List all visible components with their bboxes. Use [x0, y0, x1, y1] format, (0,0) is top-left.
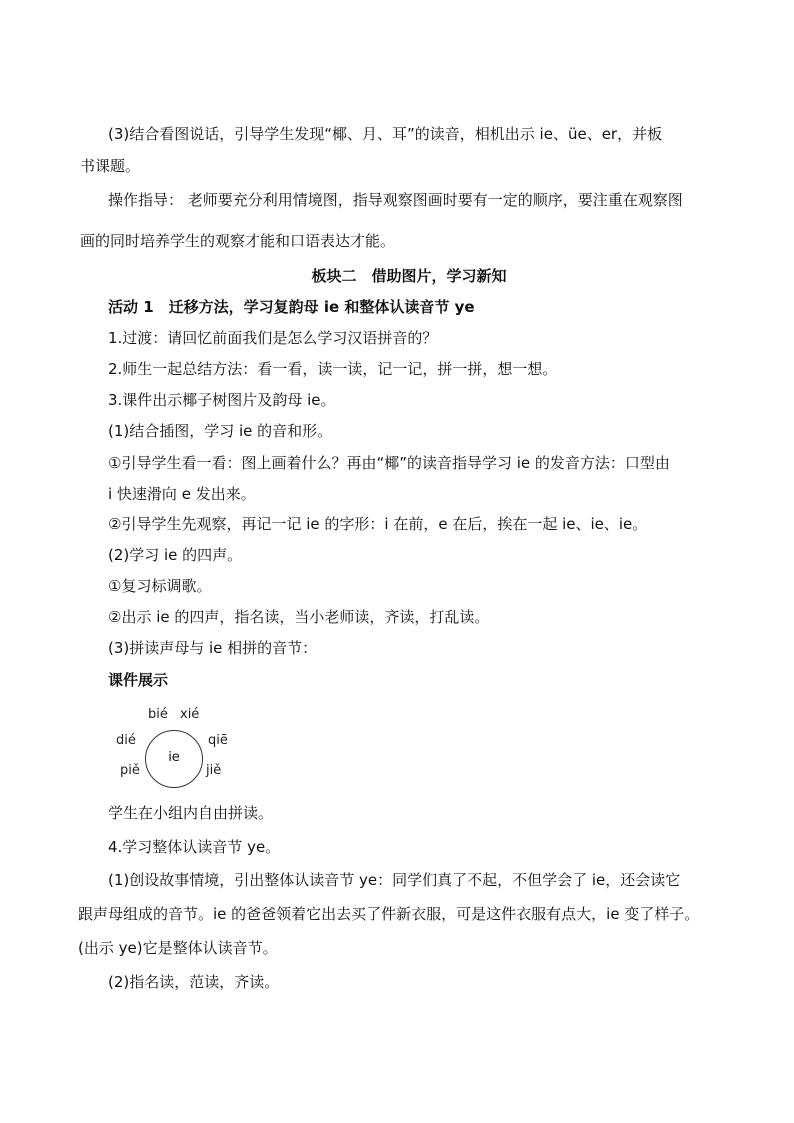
- syllable-die: dié: [116, 733, 136, 748]
- syllable-xie: xié: [180, 707, 200, 722]
- step3-text-line1: (3)结合看图说话，引导学生发现“椰、月、耳”的读音，相机出示 ie、üe、er，并板: [108, 125, 663, 143]
- step-3-2a: ①复习标调歌。: [108, 577, 212, 595]
- step-4-1-line1: (1)创设故事情境，引出整体认读音节 ye：同学们真了不起，不但学会了 ie，还会读它: [108, 871, 681, 889]
- step-3-3: (3)拼读声母与 ie 相拼的音节：: [108, 639, 318, 657]
- step-3-1b: ②引导学生先观察，再记一记 ie 的字形：i 在前，e 在后，挨在一起 ie、ie、ie。: [108, 515, 648, 533]
- center-final: ie: [168, 750, 180, 765]
- step-4-2: (2)指名读，范读，齐读。: [108, 973, 280, 991]
- courseware-label: 课件展示: [108, 671, 169, 689]
- step-3-1: (1)结合插图，学习 ie 的音和形。: [108, 422, 333, 440]
- step-3: 3.课件出示椰子树图片及韵母 ie。: [108, 391, 336, 409]
- step-4: 4.学习整体认读音节 ye。: [108, 838, 281, 856]
- section-title: 板块二 借助图片，学习新知: [311, 267, 507, 285]
- guide-text-line2: 画的同时培养学生的观察才能和口语表达才能。: [80, 232, 396, 250]
- activity-heading: 活动 1 迁移方法，学习复韵母 ie 和整体认读音节 ye: [108, 298, 475, 316]
- step-3-2: (2)学习 ie 的四声。: [108, 546, 243, 564]
- step-3-1a-line1: ①引导学生看一看：图上画着什么？再由“椰”的读音指导学习 ie 的发音方法：口型由: [108, 454, 670, 472]
- step-4-1-line3: (出示 ye)它是整体认读音节。: [78, 939, 278, 957]
- step-2: 2.师生一起总结方法：看一看，读一读，记一记，拼一拼，想一想。: [108, 360, 558, 378]
- syllable-pie: piě: [120, 763, 140, 778]
- step-3-2b: ②出示 ie 的四声，指名读，当小老师读，齐读，打乱读。: [108, 608, 490, 626]
- guide-text-line1: 操作指导： 老师要充分利用情境图，指导观察图画时要有一定的顺序，要注重在观察图: [108, 191, 683, 209]
- step-3-1a-line2: i 快速滑向 e 发出来。: [108, 485, 256, 503]
- syllable-bie: bié: [148, 707, 168, 722]
- after-diagram-text: 学生在小组内自由拼读。: [108, 804, 274, 822]
- step-4-1-line2: 跟声母组成的音节。ie 的爸爸领着它出去买了件新衣服，可是这件衣服有点大，ie 变了样子。: [78, 905, 700, 923]
- syllable-jie: jiě: [206, 763, 222, 778]
- pinyin-syllable-diagram: [110, 703, 240, 783]
- step-1: 1.过渡：请回忆前面我们是怎么学习汉语拼音的？: [108, 329, 438, 347]
- syllable-qie: qiē: [208, 733, 228, 748]
- step3-text-line2: 书课题。: [80, 157, 141, 175]
